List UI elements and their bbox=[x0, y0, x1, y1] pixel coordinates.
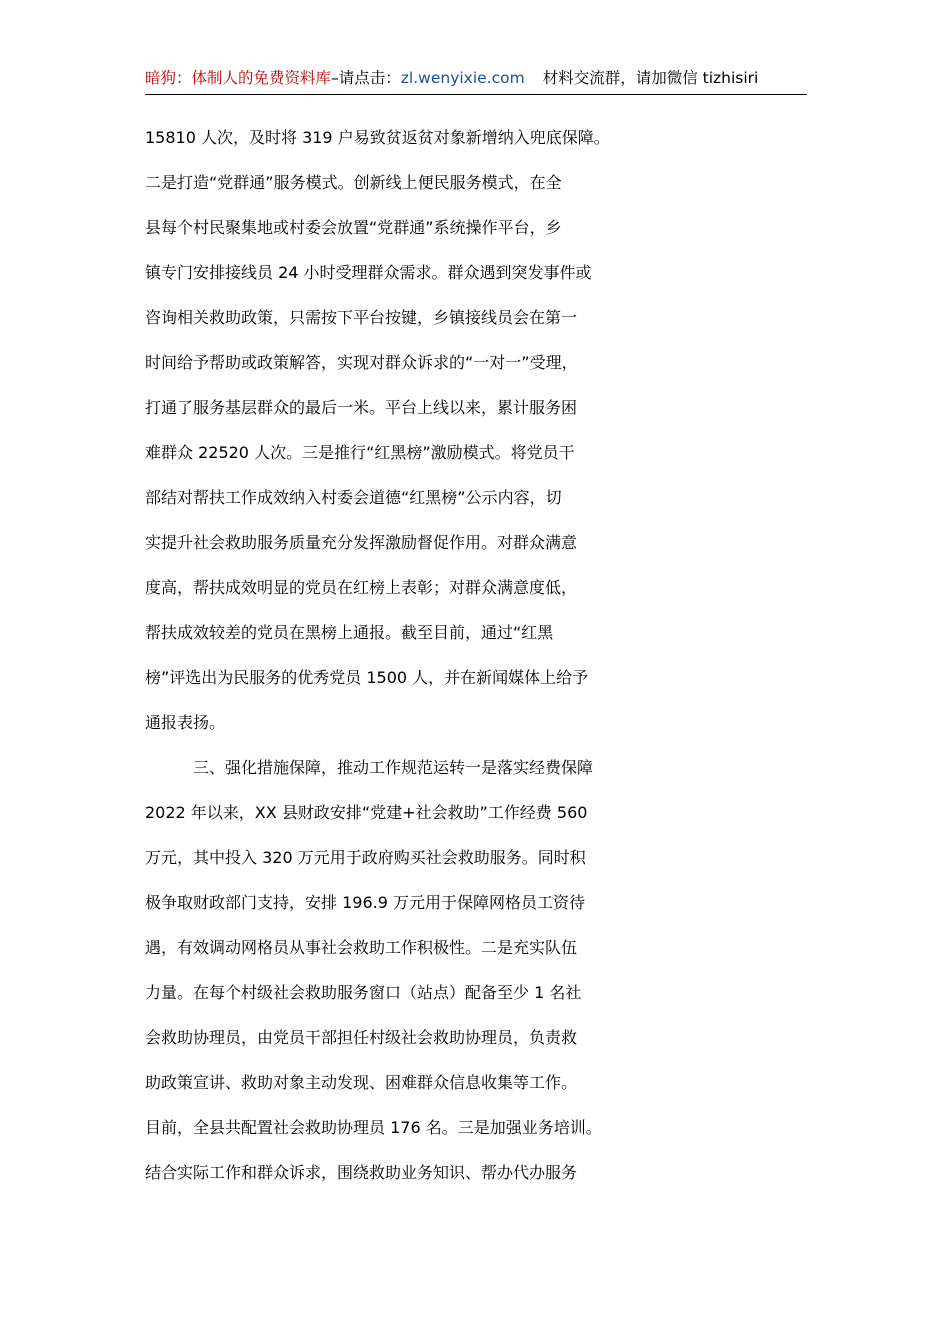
text-line: 万元，其中投入 320 万元用于政府购买社会救助服务。同时积 bbox=[145, 848, 586, 867]
text-line: 通报表扬。 bbox=[145, 713, 226, 732]
text-line: 镇专门安排接线员 24 小时受理群众需求。群众遇到突发事件或 bbox=[145, 263, 592, 282]
header-wechat-note: 材料交流群，请加微信 tizhisiri bbox=[542, 69, 759, 87]
text-line: 时间给予帮助或政策解答，实现对群众诉求的“一对一”受理， bbox=[145, 353, 578, 372]
page-header bbox=[145, 66, 807, 95]
text-line: 遇，有效调动网格员从事社会救助工作积极性。二是充实队伍 bbox=[145, 938, 578, 957]
text-line: 力量。在每个村级社会救助服务窗口（站点）配备至少 1 名社 bbox=[145, 983, 582, 1002]
header-brand: 暗狗：体制人的免费资料库 bbox=[145, 69, 332, 87]
text-line: 极争取财政部门支持，安排 196.9 万元用于保障网格员工资待 bbox=[145, 893, 585, 912]
text-line: 会救助协理员，由党员干部担任村级社会救助协理员，负责救 bbox=[145, 1028, 578, 1047]
text-line: 助政策宣讲、救助对象主动发现、困难群众信息收集等工作。 bbox=[145, 1073, 578, 1092]
text-line: 榜”评选出为民服务的优秀党员 1500 人，并在新闻媒体上给予 bbox=[145, 668, 589, 687]
text-line: 15810 人次，及时将 319 户易致贫返贫对象新增纳入兜底保障。 bbox=[145, 128, 610, 147]
text-line: 二是打造“党群通”服务模式。创新线上便民服务模式，在全 bbox=[145, 173, 562, 192]
text-line: 实提升社会救助服务质量充分发挥激励督促作用。对群众满意 bbox=[145, 533, 578, 552]
text-line: 打通了服务基层群众的最后一米。平台上线以来，累计服务困 bbox=[145, 398, 578, 417]
text-line: 2022 年以来，XX 县财政安排“党建+社会救助”工作经费 560 bbox=[145, 803, 588, 822]
text-line: 度高，帮扶成效明显的党员在红榜上表彰；对群众满意度低， bbox=[145, 578, 578, 597]
text-line: 县每个村民聚集地或村委会放置“党群通”系统操作平台，乡 bbox=[145, 218, 562, 237]
text-line: 难群众 22520 人次。三是推行“红黑榜”激励模式。将党员干 bbox=[145, 443, 575, 462]
text-line: 咨询相关救助政策，只需按下平台按键，乡镇接线员会在第一 bbox=[145, 308, 578, 327]
section-heading-line: 三、强化措施保障，推动工作规范运转一是落实经费保障 bbox=[193, 758, 594, 777]
header-separator: –请点击： bbox=[331, 69, 401, 87]
text-line: 部结对帮扶工作成效纳入村委会道德“红黑榜”公示内容，切 bbox=[145, 488, 562, 507]
text-line: 目前，全县共配置社会救助协理员 176 名。三是加强业务培训。 bbox=[145, 1118, 602, 1137]
text-line: 帮扶成效较差的党员在黑榜上通报。截至目前，通过“红黑 bbox=[145, 623, 554, 642]
header-link[interactable]: zl.wenyixie.com bbox=[400, 69, 525, 87]
text-line: 结合实际工作和群众诉求，围绕救助业务知识、帮办代办服务 bbox=[145, 1163, 578, 1182]
